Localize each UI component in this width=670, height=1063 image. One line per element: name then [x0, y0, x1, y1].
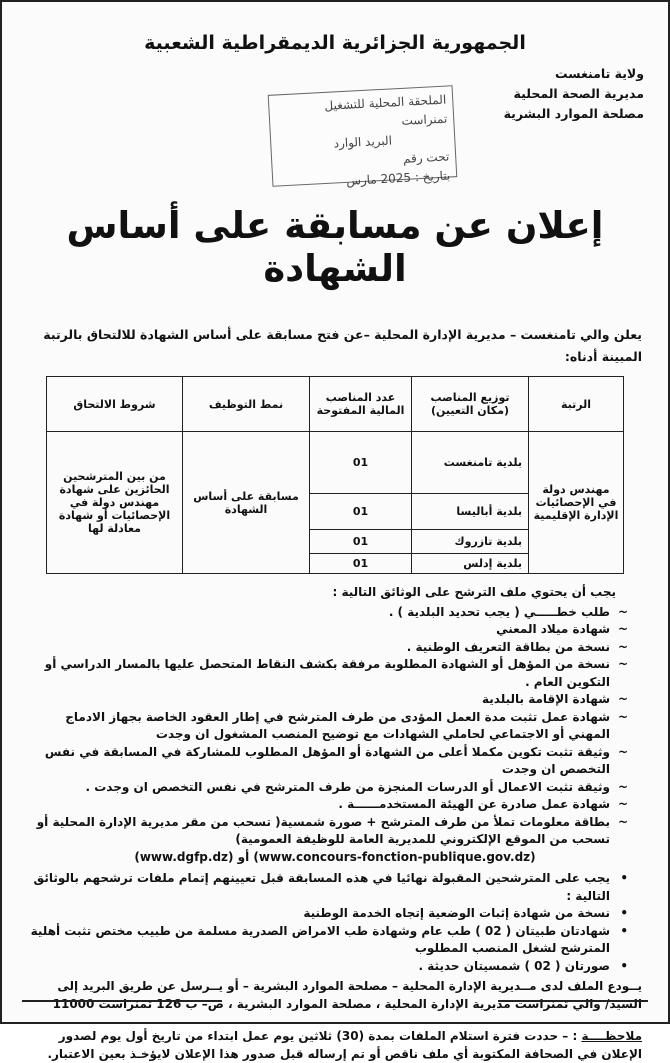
- requirement-text: شهادة عمل صادرة عن الهيئة المستخدمــــــة .: [338, 797, 610, 811]
- announcement-title: إعلان عن مسابقة على أساس الشهادة: [66, 204, 604, 290]
- list-item: [24, 621, 628, 639]
- final-docs-lead: يجب على المترشحين المقبولة نهائيا في هذه المسابقة قبل تعيينهم إتمام ملفات ترشحهم بالوثائق التالية :: [33, 871, 610, 903]
- dash-marker-icon: ~: [617, 814, 628, 829]
- requirement-text: طلب خطـــــي ( يجب تحديد البلدية ) .: [388, 604, 610, 619]
- location-cell: بلدية أباليسا: [412, 494, 529, 530]
- requirement-text: شهادة ميلاد المعني: [496, 622, 610, 636]
- header-conditions: شروط الالتحاق: [47, 377, 183, 432]
- list-item: [24, 779, 628, 797]
- requirement-text: بطاقة معلومات تملأ من طرف المترشح + صورة شمسية( تسحب من مقر مديرية الإدارة المحلية أو تسحب من الموقع الإلكتروني للمديرية العامة للوظيفة العمومية): [36, 814, 610, 846]
- list-item: [24, 604, 628, 622]
- dash-marker-icon: ~: [617, 709, 628, 724]
- posts-table: [46, 376, 624, 574]
- header-distribution: توزيع المناصب (مكان التعيين): [412, 377, 529, 432]
- note-label: ملاحظــــة: [581, 1029, 642, 1043]
- mode-cell: مسابقة على أساس الشهادة: [183, 432, 310, 574]
- final-doc-text: شهادتان طبيتان ( 02 ) طب عام وشهادة طب الامراض الصدرية مسلمة من طبيب مختص تثبت أهلية المترشح لشغل المنصب المطلوب: [30, 923, 610, 955]
- list-item: [24, 814, 628, 849]
- footer-line-right: [498, 1000, 648, 1002]
- website-links: (www.concours-fonction-publique.gov.dz) أو (www.dgfp.dz): [134, 849, 536, 864]
- admin-line-directorate: مديرية الصحة المحلية: [513, 86, 644, 101]
- administration-block: [504, 64, 644, 124]
- list-item: [24, 958, 628, 976]
- footer-line-left: [22, 1000, 222, 1002]
- dash-marker-icon: ~: [617, 797, 628, 811]
- stamp-line-1: الملحقة المحلية للتشغيل تمنراست: [324, 92, 448, 128]
- list-item: [24, 744, 628, 779]
- dash-marker-icon: ~: [617, 692, 628, 706]
- header-rank: الرتبة: [529, 377, 624, 432]
- requirement-text: شهادة الإقامة بالبلدية: [482, 692, 610, 706]
- requirement-text: شهادة عمل تثبت مدة العمل المؤدى من طرف المترشح في إطار العقود الخاصة بجهاز الادماج المهني أو الاجتماعي لحاملي الشهادات مع توضيح المنصب المشغول ان وجدت: [65, 709, 610, 741]
- note-text: : – حددت فترة استلام الملفات بمدة (30) ثلاثين يوم عمل ابتداء من تاريخ أول يوم لصدور الإعلان في الصحافة المكتوبة أي ملف ناقص أو تم إرساله قبل صدور هذا الإعلان لايؤخـذ بعين الاعتبار.: [47, 1029, 642, 1061]
- bullet-icon: •: [620, 958, 628, 973]
- final-doc-text: صورتان ( 02 ) شمسيتان حديثة .: [418, 958, 610, 973]
- table-row: [47, 432, 624, 494]
- header-open-posts: عدد المناصب المالية المفتوحة: [310, 377, 412, 432]
- footer-rules: [22, 1000, 648, 1004]
- dash-marker-icon: ~: [617, 779, 628, 794]
- count-cell: 01: [310, 432, 412, 494]
- stamp-line-2: البريد الوارد: [333, 133, 393, 151]
- count-cell: 01: [310, 530, 412, 554]
- republic-header: الجمهورية الجزائرية الديمقراطية الشعبية: [144, 32, 526, 54]
- list-item: [24, 905, 628, 923]
- list-item: [24, 709, 628, 744]
- requirement-text: نسخة من بطاقة التعريف الوطنية .: [406, 639, 610, 654]
- announcement-intro: يعلن والي تامنغست – مديرية الإدارة المحلية –عن فتح مسابقة على أساس الشهادة للالتحاق بالرتبة المبينة أدناه:: [43, 327, 642, 364]
- dash-marker-icon: ~: [617, 604, 628, 619]
- admin-line-service: مصلحة الموارد البشرية: [503, 106, 644, 121]
- bullet-icon: •: [620, 871, 628, 885]
- location-cell: بلدية تازروك: [412, 530, 529, 554]
- bullet-icon: •: [620, 906, 628, 920]
- requirements-list: [24, 604, 646, 849]
- requirement-text: وثيقة تثبت الاعمال أو الدرسات المنجزة من طرف المترشح في نفس التخصص ان وجدت .: [85, 779, 610, 794]
- dash-marker-icon: ~: [617, 657, 628, 671]
- submission-instructions: يــودع الملف لدى مــديرية الإدارة المحلية – مصلحة الموارد البشرية – أو يــرسل عن طريق البريد إلى السيد/ والي تمنراست مديرية الإدارة المحلية ، مصلحة الموارد البشرية ، ص– ب 126 تمنراست 11000: [52, 979, 642, 1011]
- list-item: [24, 691, 628, 709]
- requirement-text: وثيقة تثبت تكوين مكملا أعلى من الشهادة أو المؤهل المطلوب للمشاركة في المسابقة في نفس التخصص ان وجدت: [44, 744, 610, 776]
- admin-line-wilaya: ولاية تامنغست: [555, 66, 644, 81]
- received-stamp: [268, 85, 458, 187]
- list-item: [24, 923, 628, 958]
- list-item: [24, 870, 628, 905]
- final-doc-text: نسخة من شهادة إثبات الوضعية إتجاه الخدمة الوطنية: [303, 906, 610, 920]
- location-cell: بلدية إدلس: [412, 554, 529, 574]
- stamp-line-4: بتاريخ : 2025 مارس: [345, 168, 451, 188]
- list-item: [24, 656, 628, 691]
- bullet-icon: •: [620, 923, 628, 938]
- rank-cell: مهندس دولة في الإحصائيات الإدارة الإقليمية: [529, 432, 624, 574]
- list-item: [24, 796, 628, 814]
- dash-marker-icon: ~: [617, 639, 628, 654]
- dash-marker-icon: ~: [617, 622, 628, 636]
- requirement-text: نسخة من المؤهل أو الشهادة المطلوبة مرفقة بكشف النقاط المتحصل عليها بالمسار الدراسي أو التكوين العام .: [44, 657, 610, 689]
- count-cell: 01: [310, 554, 412, 574]
- final-documents-list: [24, 870, 646, 975]
- requirements-section: [24, 584, 646, 866]
- note-section: [24, 1027, 646, 1063]
- requirements-lead: يجب أن يحتوي ملف الترشح على الوثائق التالية :: [332, 585, 616, 599]
- location-cell: بلدية تامنغست: [412, 432, 529, 494]
- dash-marker-icon: ~: [617, 744, 628, 759]
- header-recruitment-mode: نمط التوظيف: [183, 377, 310, 432]
- conditions-cell: من بين المترشحين الحائزين على شهادة مهندس دولة في الإحصائيات أو شهادة معادلة لها: [47, 432, 183, 574]
- posts-table-header-row: [47, 377, 624, 432]
- stamp-line-3: تحت رقم: [402, 149, 450, 166]
- count-cell: 01: [310, 494, 412, 530]
- list-item: [24, 639, 628, 657]
